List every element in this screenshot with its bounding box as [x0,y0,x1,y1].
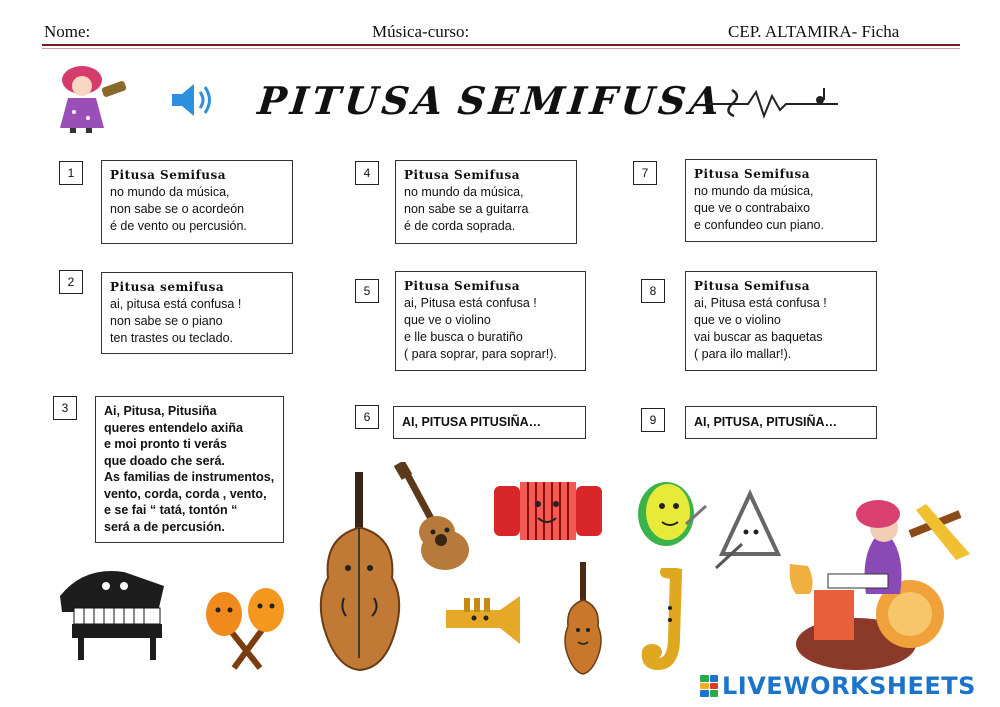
stanza-line: ai, Pitusa está confusa ! [694,296,827,310]
stanza-line: no mundo da música, [694,184,814,198]
stanza-line: e lle busca o buratiño [404,330,523,344]
stanza-number-3: 3 [53,396,77,420]
stanza-number-7: 7 [633,161,657,185]
speaker-icon[interactable] [170,80,216,120]
stanza-line: que ve o contrabaixo [694,201,811,215]
stanza-number-8: 8 [641,279,665,303]
stanza-title: Pitusa semifusa [110,280,225,294]
stanza-line: é de vento ou percusión. [110,219,247,233]
stanza-line: queres entendelo axiña [104,420,243,435]
trumpet-illustration [440,588,536,654]
stanza-box-8 [685,271,877,371]
stanza-box-6 [393,406,586,439]
stanza-title: Pitusa Semifusa [404,279,521,293]
stanza-line: ten trastes ou teclado. [110,331,233,345]
stanza-number-6: 6 [355,405,379,429]
liveworksheets-logo-text: LIVEWORKSHEETS [722,672,976,700]
header-rule-thin [42,48,960,49]
stanza-line: e moi pronto ti verás [104,437,227,451]
stanza-title: Pitusa Semifusa [404,168,521,182]
accordion-illustration [488,472,608,552]
stanza-title: Pitusa Semifusa [110,168,227,182]
stanza-line: que ve o violino [404,313,491,327]
stanza-number-5: 5 [355,279,379,303]
stanza-line: vento, corda, corda , vento, [104,486,267,501]
stanza-line: ( para soprar, para soprar!). [404,347,557,361]
stanza-number-2: 2 [59,270,83,294]
stanza-box-3 [95,396,284,543]
stanza-line: vai buscar as baquetas [694,330,823,344]
header-rule [42,44,960,46]
stanza-title: Pitusa Semifusa [694,167,811,181]
course-label: Música-curso: [372,22,470,41]
stanza-line: non sabe se o piano [110,314,223,328]
school-label: CEP. ALTAMIRA- Ficha [728,22,900,41]
music-heartbeat-icon [708,86,838,120]
stanza-line: será a de percusión. [104,519,225,534]
pitusa-girl-illustration [42,62,138,134]
liveworksheets-logo-icon [700,675,718,697]
maracas-illustration [200,580,292,672]
stanza-line: e confundeo cun piano. [694,218,824,232]
violin-illustration [558,560,608,680]
stanza-box-4 [395,160,577,244]
saxophone-illustration [640,568,704,678]
drum-illustration [630,476,710,552]
stanza-line: e se fai “ tatá, tontón “ [104,503,238,517]
stanza-line: As familias de instrumentos, [104,470,275,484]
stanza-line: AI, PITUSA PITUSIÑA… [402,415,542,429]
stanza-line: Ai, Pitusa, Pitusiña [104,404,217,418]
title-semifusa: SEMIFUSA [455,78,726,123]
stanza-line: ai, pitusa está confusa ! [110,297,242,311]
stanza-line: AI, PITUSA, PITUSIÑA… [694,415,838,429]
pitusa-band-illustration [760,494,976,674]
stanza-line: non sabe se o acordeón [110,202,245,216]
name-label: Nome: [44,22,91,41]
stanza-line: non sabe se a guitarra [404,202,529,216]
stanza-number-9: 9 [641,408,665,432]
stanza-line: no mundo da música, [110,185,230,199]
stanza-box-7 [685,159,877,242]
stanza-number-4: 4 [355,161,379,185]
stanza-line: no mundo da música, [404,185,524,199]
stanza-title: Pitusa Semifusa [694,279,811,293]
title-pitusa: PITUSA [255,78,450,123]
stanza-line: ai, Pitusa está confusa ! [404,296,537,310]
stanza-number-1: 1 [59,161,83,185]
stanza-box-5 [395,271,586,371]
guitar-illustration [385,462,475,572]
stanza-line: ( para ilo mallar!). [694,347,792,361]
stanza-line: que ve o violino [694,313,781,327]
stanza-line: que doado che será. [104,453,225,468]
stanza-box-9 [685,406,877,439]
piano-illustration [54,556,174,666]
stanza-box-2 [101,272,293,354]
stanza-box-1 [101,160,293,244]
liveworksheets-logo [700,672,976,700]
stanza-line: é de corda soprada. [404,219,516,233]
